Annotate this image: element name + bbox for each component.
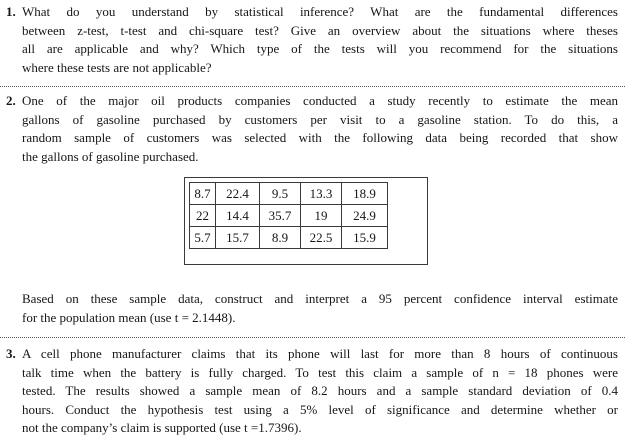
table-row — [190, 227, 388, 249]
question-1-line: between z-test, t-test and chi-square test? Give an overview about the situations where theses — [22, 22, 618, 38]
table-cell: 15.9 — [342, 227, 388, 249]
table-cell: 22.4 — [216, 183, 260, 205]
table-cell: 15.7 — [216, 227, 260, 249]
table-cell: 18.9 — [342, 183, 388, 205]
table-cell: 22 — [190, 205, 216, 227]
table-row — [190, 205, 388, 227]
question-2-followup — [22, 290, 618, 327]
question-3-line: talk time when the battery is fully charged. To test this claim a sample of n = 18 phones were — [22, 364, 618, 380]
table-cell: 14.4 — [216, 205, 260, 227]
section-divider — [0, 86, 625, 87]
table-cell: 22.5 — [301, 227, 342, 249]
question-1-text — [22, 3, 618, 77]
question-1-line: where these tests are not applicable? — [22, 59, 212, 75]
question-3-line: A cell phone manufacturer claims that its phone will last for more than 8 hours of continuous — [22, 346, 618, 361]
table-cell: 5.7 — [190, 227, 216, 249]
question-1-line: What do you understand by statistical inference? What are the fundamental differences — [22, 4, 618, 19]
question-2-line: the gallons of gasoline purchased. — [22, 148, 199, 164]
question-3-line: not the company’s claim is supported (use t =1.7396). — [22, 420, 302, 435]
question-2-line: random sample of customers was selected with the following data being recorded that show — [22, 130, 618, 145]
question-1-number: 1. — [6, 4, 16, 19]
question-2-line: gallons of gasoline purchased by customers per visit to a gasoline station. To do this, a — [22, 111, 618, 127]
section-divider — [0, 337, 625, 338]
question-3 — [6, 345, 618, 438]
question-3-line: tested. The results showed a sample mean of 8.2 hours and a sample standard deviation of 0.4 — [22, 383, 618, 398]
table-cell: 35.7 — [260, 205, 301, 227]
question-1-line: all are applicable and why? Which type of the tests will you recommend for the situations — [22, 41, 618, 56]
question-2-line: One of the major oil products companies conducted a study recently to estimate the mean — [22, 93, 618, 108]
question-2-followup-line: Based on these sample data, construct and interpret a 95 percent confidence interval estimate — [22, 291, 618, 306]
gasoline-data-table — [189, 182, 388, 249]
question-2 — [6, 92, 618, 166]
table-cell: 9.5 — [260, 183, 301, 205]
question-2-text — [22, 92, 618, 166]
question-2-followup-line: for the population mean (use t = 2.1448). — [22, 309, 236, 325]
table-row — [190, 183, 388, 205]
question-3-number: 3. — [6, 346, 16, 361]
question-3-line: hours. Conduct the hypothesis test using a 5% level of significance and determine whether or — [22, 401, 618, 417]
question-3-text — [22, 345, 618, 438]
question-2-number: 2. — [6, 93, 16, 108]
table-cell: 19 — [301, 205, 342, 227]
table-cell: 8.7 — [190, 183, 216, 205]
table-cell: 8.9 — [260, 227, 301, 249]
table-cell: 24.9 — [342, 205, 388, 227]
question-1 — [6, 3, 618, 77]
table-cell: 13.3 — [301, 183, 342, 205]
